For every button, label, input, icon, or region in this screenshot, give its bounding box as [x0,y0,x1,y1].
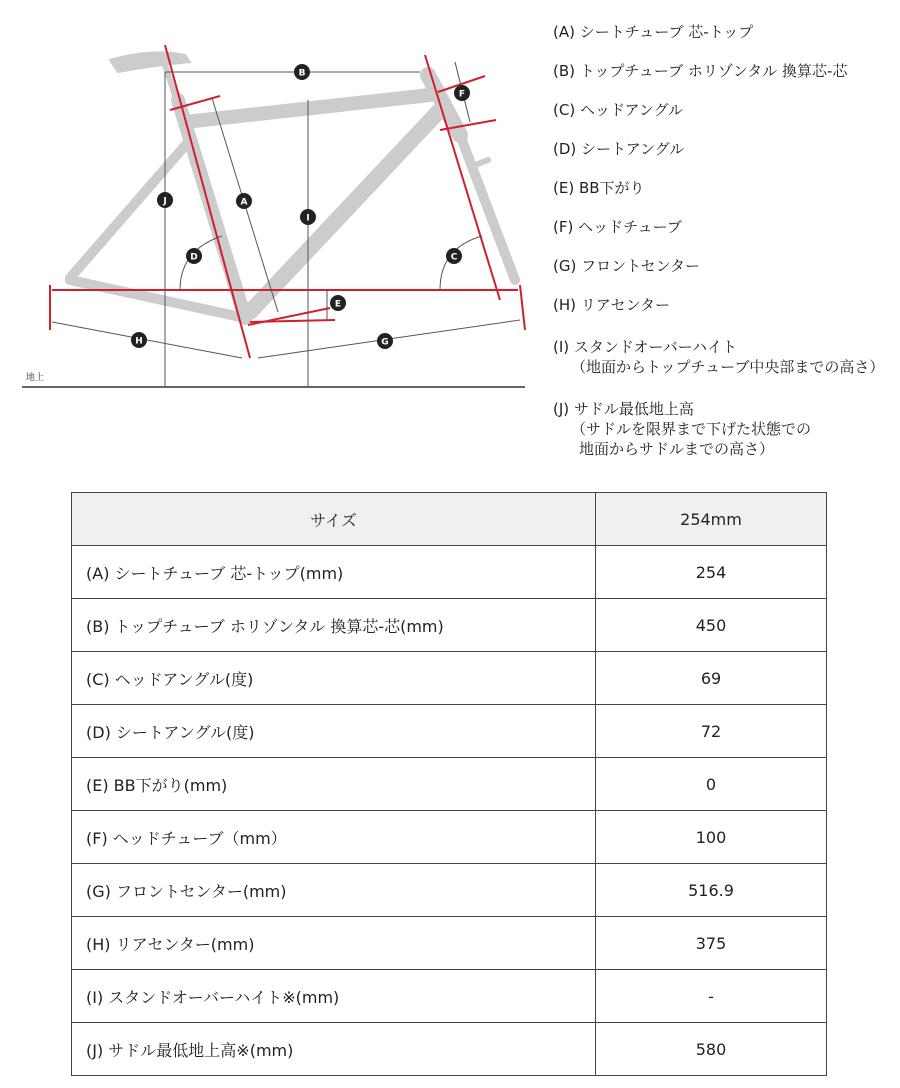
marker-h [131,332,147,348]
bike-frame [70,52,515,318]
marker-b [294,64,310,80]
marker-f [454,85,470,101]
marker-i [300,209,316,225]
svg-text:H: H [135,336,143,347]
table-row: (D) シートアングル(度) 72 [72,705,827,758]
geometry-table [71,492,827,1076]
marker-a [236,193,252,209]
table-row: (J) サドル最低地上高※(mm) 580 [72,1023,827,1076]
table-row: (B) トップチューブ ホリゾンタル 換算芯-芯(mm) 450 [72,599,827,652]
legend-item-h: (H) リアセンター [553,296,671,314]
table-row: (A) シートチューブ 芯-トップ(mm) 254 [72,546,827,599]
svg-text:G: G [381,337,389,348]
header-label: サイズ [72,493,596,546]
marker-j [157,192,173,208]
marker-e [330,295,346,311]
legend-item-j: (J) サドル最低地上高 （サドルを限界まで下げた状態での 地面からサドルまでの高さ） [553,400,812,458]
marker-g [377,333,393,349]
svg-text:B: B [298,68,306,79]
table-row: (C) ヘッドアングル(度) 69 [72,652,827,705]
legend-item-i: (I) スタンドオーバーハイト （地面からトップチューブ中央部までの高さ） [553,338,885,376]
legend-item-g: (G) フロントセンター [553,257,701,275]
legend-item-d: (D) シートアングル [553,140,685,158]
legend-item-a: (A) シートチューブ 芯-トップ [553,23,754,41]
bike-geometry-diagram [0,0,540,400]
svg-text:D: D [190,252,198,263]
table-row: (I) スタンドオーバーハイト※(mm) - [72,970,827,1023]
svg-text:C: C [450,252,458,263]
table-row: (G) フロントセンター(mm) 516.9 [72,864,827,917]
legend-item-b: (B) トップチューブ ホリゾンタル 換算芯-芯 [553,62,848,80]
legend-item-c: (C) ヘッドアングル [553,101,684,119]
svg-text:E: E [334,299,342,310]
table-header-row [72,493,827,546]
table-row: (E) BB下がり(mm) 0 [72,758,827,811]
marker-d [186,248,202,264]
svg-text:A: A [240,197,248,208]
header-size: 254mm [596,493,827,546]
table-row: (F) ヘッドチューブ（mm） 100 [72,811,827,864]
svg-text:I: I [306,213,310,224]
legend-item-f: (F) ヘッドチューブ [553,218,682,236]
marker-c [446,248,462,264]
dimension-lines [50,45,525,358]
ground-label: 地上 [26,373,45,383]
svg-text:F: F [458,89,466,100]
legend-item-e: (E) BB下がり [553,179,645,197]
table-row: (H) リアセンター(mm) 375 [72,917,827,970]
svg-text:J: J [163,196,167,207]
